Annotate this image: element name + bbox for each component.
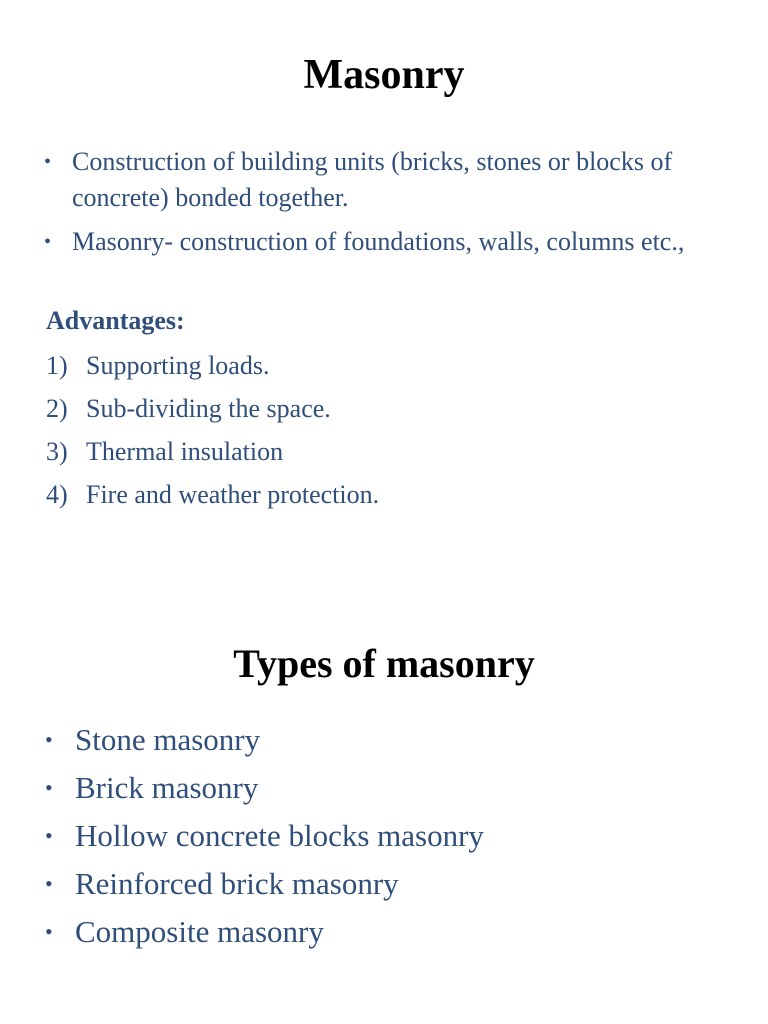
item-number: 3): [46, 437, 68, 466]
slide-title: Types of masonry: [233, 641, 535, 686]
bullet-text: Hollow concrete blocks masonry: [75, 818, 484, 853]
list-item: [44, 144, 712, 216]
list-item: [45, 716, 735, 764]
bullet-text: Composite masonry: [75, 914, 324, 949]
bullet-dot-icon: •: [45, 823, 53, 848]
bullet-text: Reinforced brick masonry: [75, 866, 399, 901]
item-number: 4): [46, 480, 68, 509]
item-text: Fire and weather protection.: [86, 480, 380, 509]
advantages-heading: Advantages:: [46, 306, 185, 335]
list-item: [44, 224, 712, 260]
bullet-list: [45, 716, 735, 956]
item-text: Thermal insulation: [86, 437, 284, 466]
bullet-dot-icon: •: [45, 919, 53, 944]
list-item: [45, 764, 735, 812]
bullet-text: Brick masonry: [75, 770, 259, 805]
list-item: [46, 430, 726, 473]
item-text: Supporting loads.: [86, 351, 270, 380]
bullet-text: Construction of building units (bricks, stones or blocks of concrete) bonded together.: [72, 147, 673, 212]
bullet-dot-icon: •: [44, 151, 52, 173]
bullet-dot-icon: •: [44, 231, 52, 253]
item-number: 2): [46, 394, 68, 423]
list-item: [46, 387, 726, 430]
item-number: 1): [46, 351, 68, 380]
bullet-text: Masonry- construction of foundations, walls, columns etc.,: [72, 227, 685, 256]
list-item: [45, 860, 735, 908]
advantages-list: [46, 344, 726, 516]
slide-title: Masonry: [303, 52, 465, 98]
bullet-list: [44, 144, 712, 268]
list-item: [46, 344, 726, 387]
bullet-dot-icon: •: [45, 871, 53, 896]
list-item: [46, 473, 726, 516]
slide-types-of-masonry: [0, 512, 768, 1024]
bullet-text: Stone masonry: [75, 722, 261, 757]
item-text: Sub-dividing the space.: [86, 394, 331, 423]
bullet-dot-icon: •: [45, 727, 53, 752]
list-item: [45, 908, 735, 956]
list-item: [45, 812, 735, 860]
bullet-dot-icon: •: [45, 775, 53, 800]
